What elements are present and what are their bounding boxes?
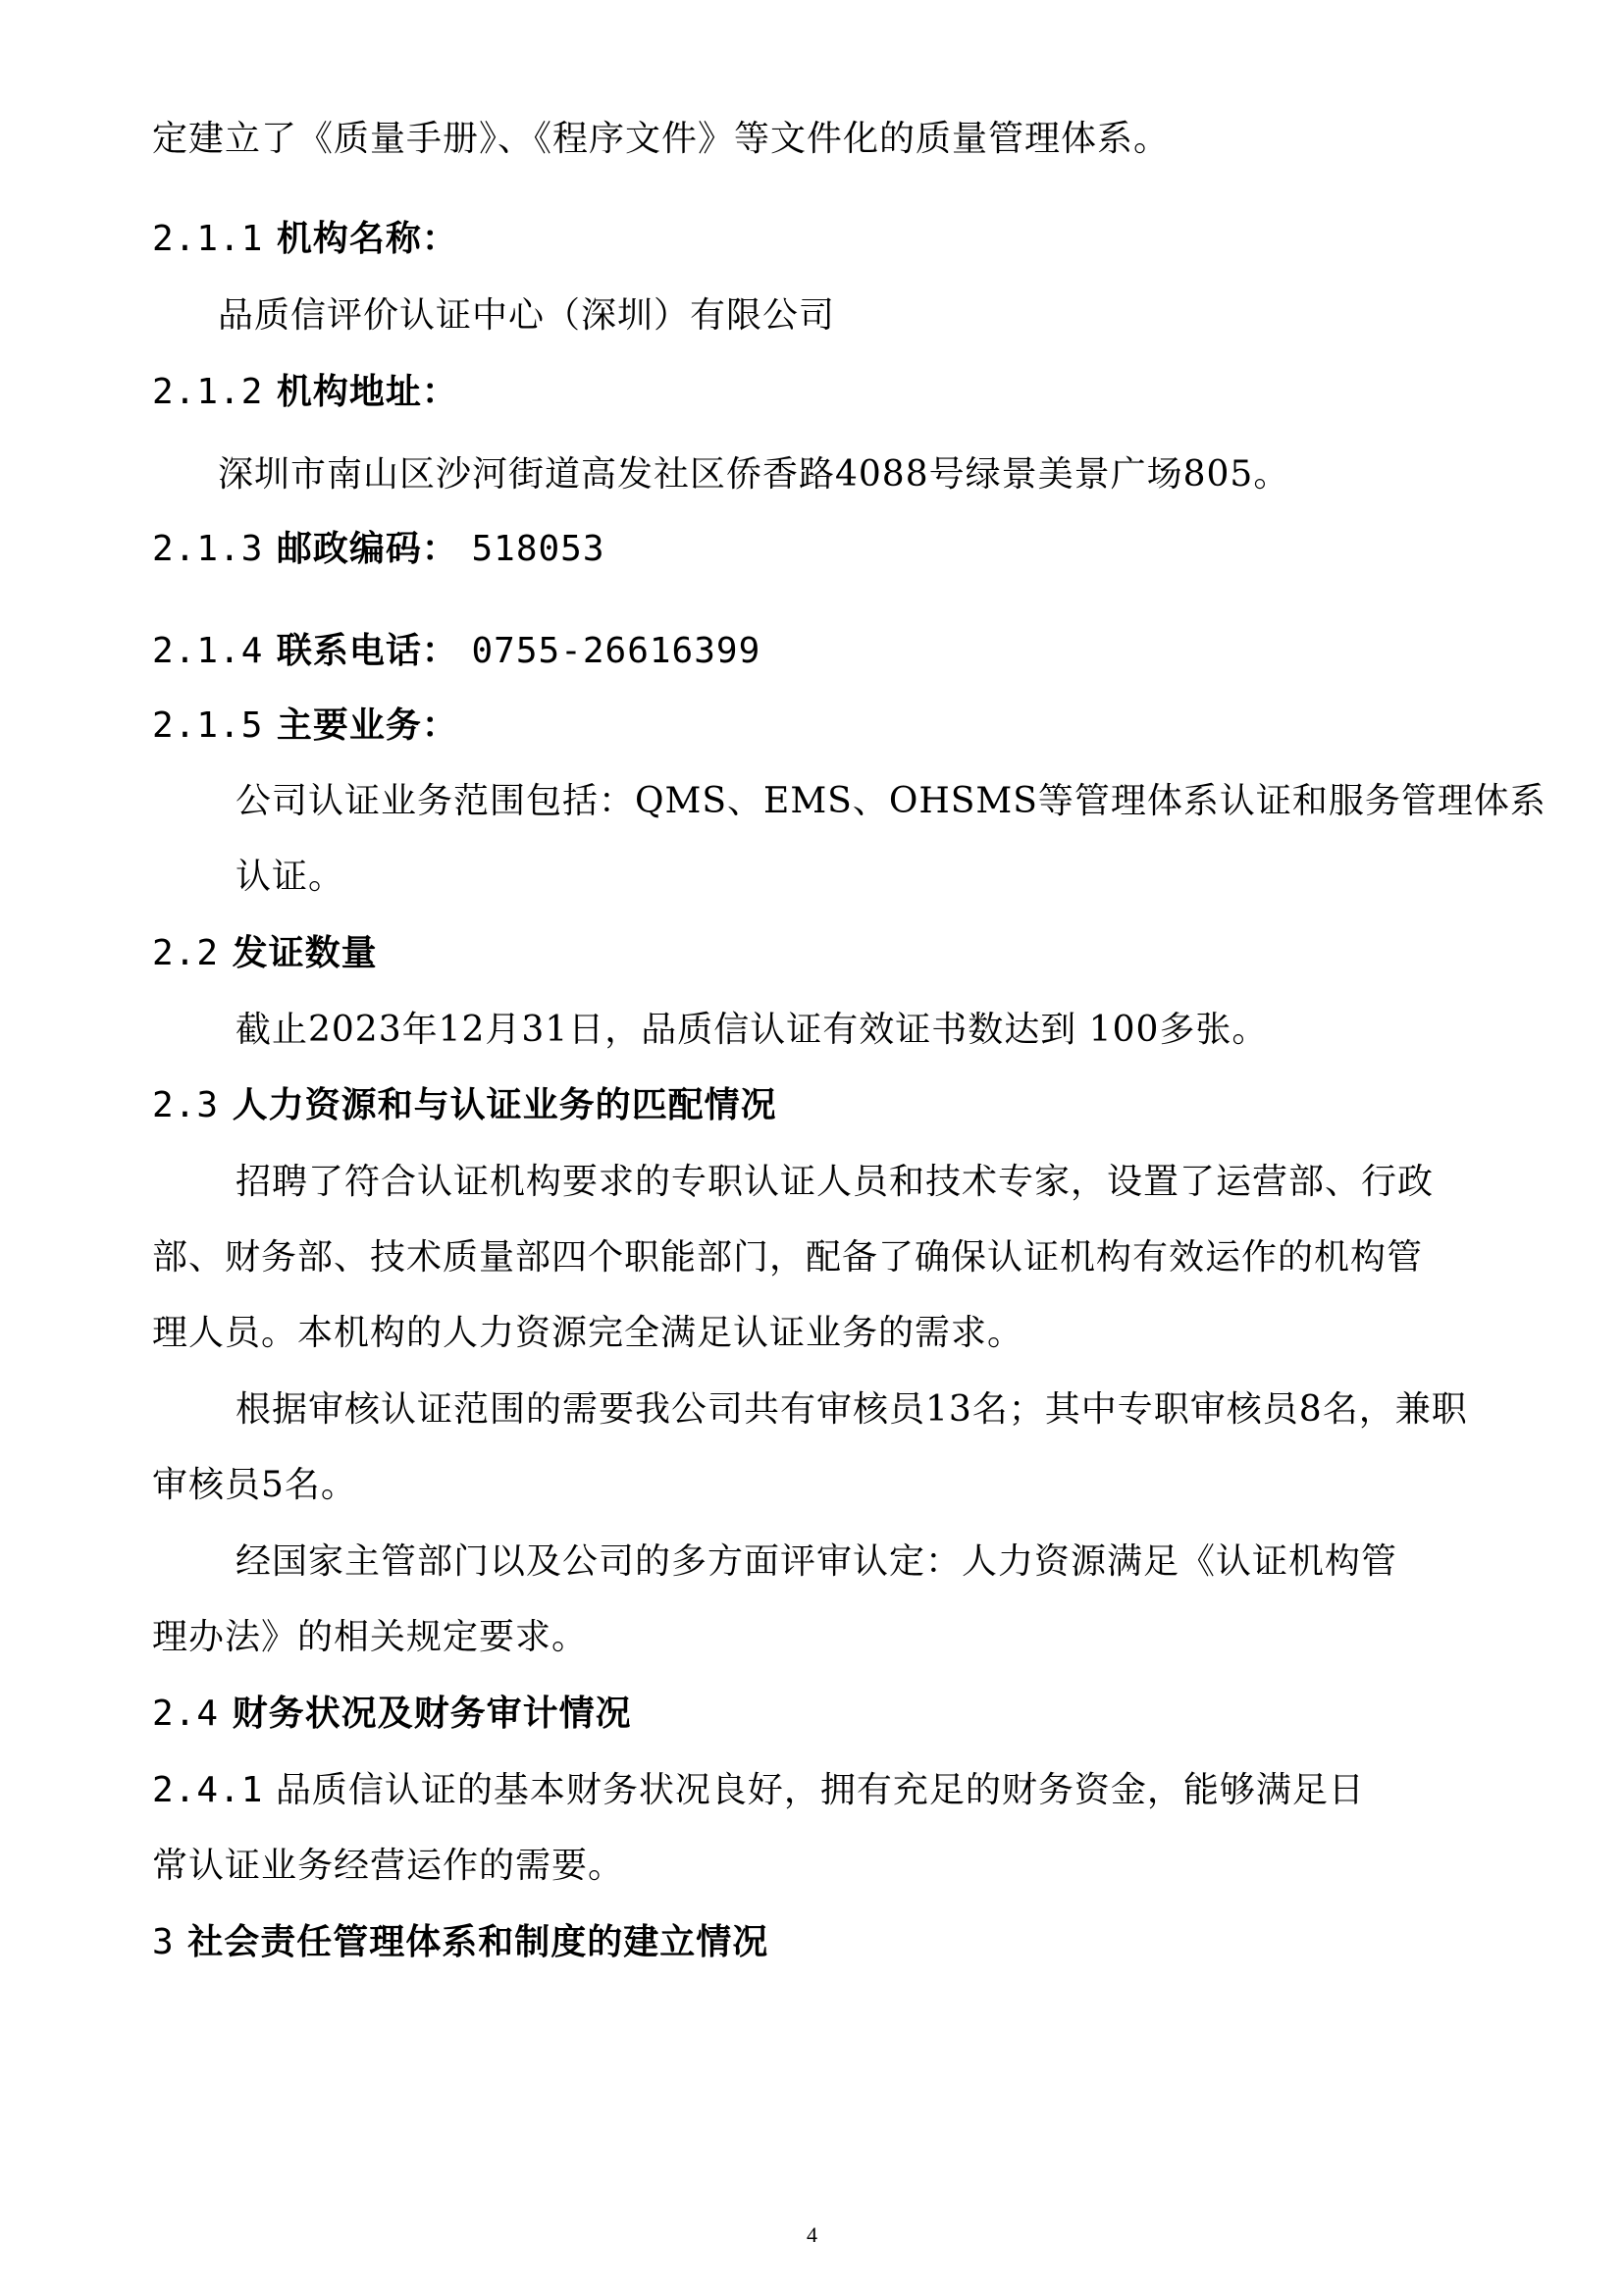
section-title: 财务状况及财务审计情况 (232, 1694, 632, 1734)
hr-paragraph-3-line-2: 理办法》的相关规定要求。 (152, 1617, 589, 1657)
section-2-3-heading (152, 1084, 777, 1127)
certificate-count-text: 截止2023年12月31日，品质信认证有效证书数达到 100多张。 (236, 1010, 1269, 1050)
section-title: 人力资源和与认证业务的匹配情况 (232, 1085, 777, 1125)
hr-paragraph-1-line-2: 部、财务部、技术质量部四个职能部门，配备了确保认证机构有效运作的机构管 (152, 1237, 1424, 1278)
organization-name: 品质信评价认证中心（深圳）有限公司 (218, 295, 836, 336)
section-2-1-5-heading (152, 704, 458, 748)
section-title: 社会责任管理体系和制度的建立情况 (187, 1922, 769, 1962)
section-2-1-1-heading (152, 218, 458, 261)
phone-number: 0755-26616399 (471, 631, 761, 671)
section-2-4-heading (152, 1693, 632, 1736)
continuation-text: 定建立了《质量手册》、《程序文件》等文件化的质量管理体系。 (152, 119, 1171, 159)
finance-text: 品质信认证的基本财务状况良好，拥有充足的财务资金，能够满足日 (275, 1770, 1365, 1810)
section-number: 2.4.1 (152, 1770, 264, 1810)
hr-paragraph-2-line-1: 根据审核认证范围的需要我公司共有审核员13名；其中专职审核员8名，兼职 (236, 1389, 1468, 1430)
section-number: 2.3 (152, 1085, 220, 1125)
section-number: 2.1.2 (152, 372, 264, 412)
business-scope-line-2: 认证。 (236, 857, 345, 897)
section-title: 联系电话： (276, 631, 458, 671)
page-number: 4 (807, 2222, 817, 2247)
section-number: 2.2 (152, 933, 220, 973)
section-number: 2.1.3 (152, 529, 264, 569)
business-scope-line-1: 公司认证业务范围包括：QMS、EMS、OHSMS等管理体系认证和服务管理体系 (236, 781, 1546, 821)
section-2-2-heading (152, 932, 378, 975)
section-number: 3 (152, 1922, 175, 1962)
section-title: 发证数量 (232, 933, 378, 973)
organization-address: 深圳市南山区沙河街道高发社区侨香路4088号绿景美景广场805。 (218, 454, 1290, 495)
finance-line-1 (152, 1769, 1365, 1812)
section-title: 主要业务： (276, 705, 458, 746)
hr-paragraph-3-line-1: 经国家主管部门以及公司的多方面评审认定：人力资源满足《认证机构管 (236, 1541, 1398, 1582)
section-2-1-3-heading (152, 528, 605, 571)
section-number: 2.1.5 (152, 705, 264, 746)
section-title: 邮政编码： (276, 529, 458, 569)
hr-paragraph-2-line-2: 审核员5名。 (152, 1465, 357, 1505)
section-title: 机构名称： (276, 219, 458, 259)
section-number: 2.1.1 (152, 219, 264, 259)
hr-paragraph-1-line-1: 招聘了符合认证机构要求的专职认证人员和技术专家，设置了运营部、行政 (236, 1162, 1435, 1202)
hr-paragraph-1-line-3: 理人员。本机构的人力资源完全满足认证业务的需求。 (152, 1313, 1024, 1353)
finance-line-2: 常认证业务经营运作的需要。 (152, 1846, 625, 1886)
section-2-1-2-heading (152, 371, 458, 414)
section-number: 2.1.4 (152, 631, 264, 671)
section-2-1-4-heading (152, 630, 760, 673)
section-number: 2.4 (152, 1694, 220, 1734)
postal-code: 518053 (471, 529, 605, 569)
section-title: 机构地址： (276, 372, 458, 412)
section-3-heading (152, 1921, 768, 1964)
